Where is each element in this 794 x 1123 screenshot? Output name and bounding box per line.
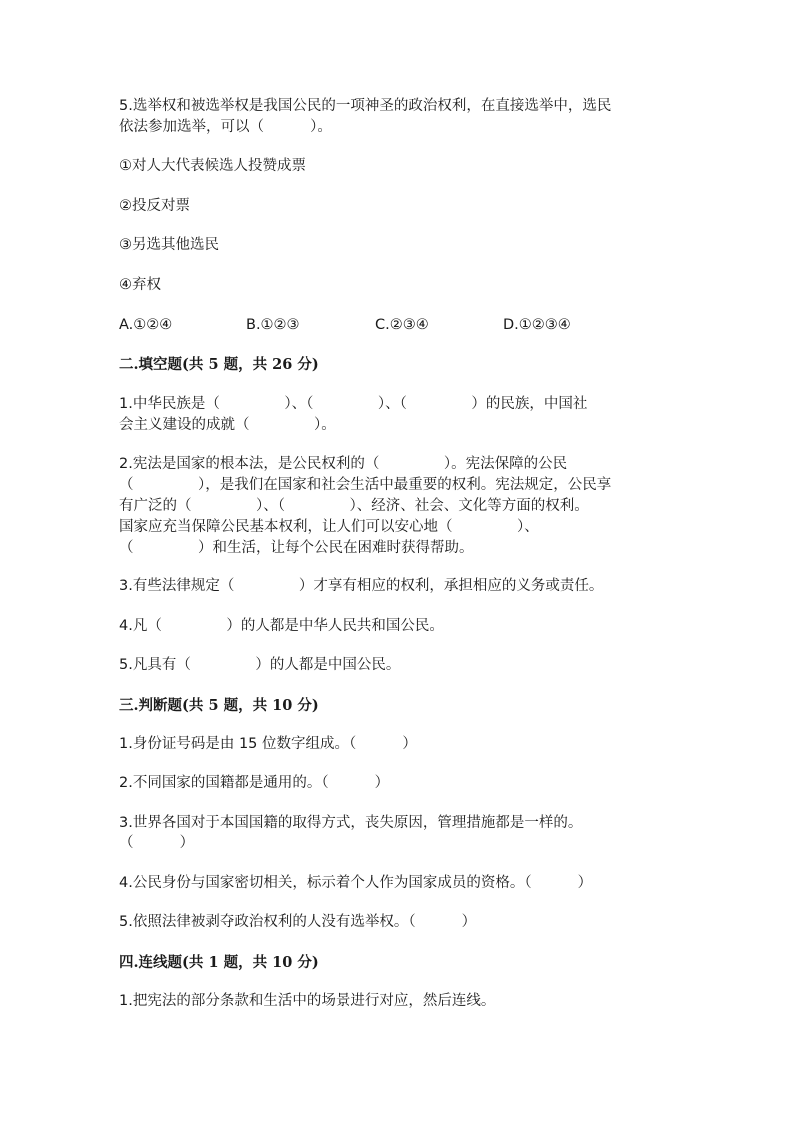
fill-q2-line-3: 有广泛的（ ）、（ ）、经济、社会、文化等方面的权利。 [119,498,589,514]
fill-q4: 4.凡（ ）的人都是中华人民共和国公民。 [119,618,444,634]
matching-q1: 1.把宪法的部分条款和生活中的场景进行对应，然后连线。 [119,993,496,1009]
fill-q2-line-2: （ ），是我们在国家和社会生活中最重要的权利。宪法规定，公民享 [119,477,612,493]
fill-q2-line-1: 2.宪法是国家的根本法，是公民权利的（ ）。宪法保障的公民 [119,456,568,472]
fill-q2-line-4: 国家应充当保障公民基本权利，让人们可以安心地（ ）、 [119,519,539,535]
option-d: D.①②③④ [503,317,571,333]
judge-q1: 1.身份证号码是由 15 位数字组成。（ ） [119,736,417,752]
fill-q1-line-2: 会主义建设的成就（ ）。 [119,417,336,433]
fill-q3: 3.有些法律规定（ ）才享有相应的权利，承担相应的义务或责任。 [119,578,604,594]
question-5-stem-line-1: 5.选举权和被选举权是我国公民的一项神圣的政治权利，在直接选举中，选民 [119,98,612,114]
fill-q5: 5.凡具有（ ）的人都是中国公民。 [119,657,401,673]
option-c: C.②③④ [375,317,429,333]
judge-q3-line-2: （ ） [119,835,195,851]
judge-q3-line-1: 3.世界各国对于本国国籍的取得方式，丧失原因，管理措施都是一样的。 [119,815,583,831]
option-b: B.①②③ [246,317,300,333]
option-a: A.①②④ [119,317,173,333]
question-5-item-1: ①对人大代表候选人投赞成票 [119,158,306,174]
question-5-item-4: ④弃权 [119,277,161,293]
question-5-item-3: ③另选其他选民 [119,237,219,253]
section-fill-blank-title: 二.填空题(共 5 题，共 26 分) [119,356,319,373]
question-5-item-2: ②投反对票 [119,198,190,214]
judge-q2: 2.不同国家的国籍都是通用的。（ ） [119,775,390,791]
fill-q1-line-1: 1.中华民族是（ ）、（ ）、（ ）的民族，中国社 [119,396,588,412]
section-judge-title: 三.判断题(共 5 题，共 10 分) [119,697,319,714]
section-matching-title: 四.连线题(共 1 题，共 10 分) [119,954,319,971]
question-5-stem-line-2: 依法参加选举，可以（ ）。 [119,119,332,135]
judge-q5: 5.依照法律被剥夺政治权利的人没有选举权。（ ） [119,914,477,930]
fill-q2-line-5: （ ）和生活，让每个公民在困难时获得帮助。 [119,540,474,556]
judge-q4: 4.公民身份与国家密切相关，标示着个人作为国家成员的资格。（ ） [119,875,593,891]
